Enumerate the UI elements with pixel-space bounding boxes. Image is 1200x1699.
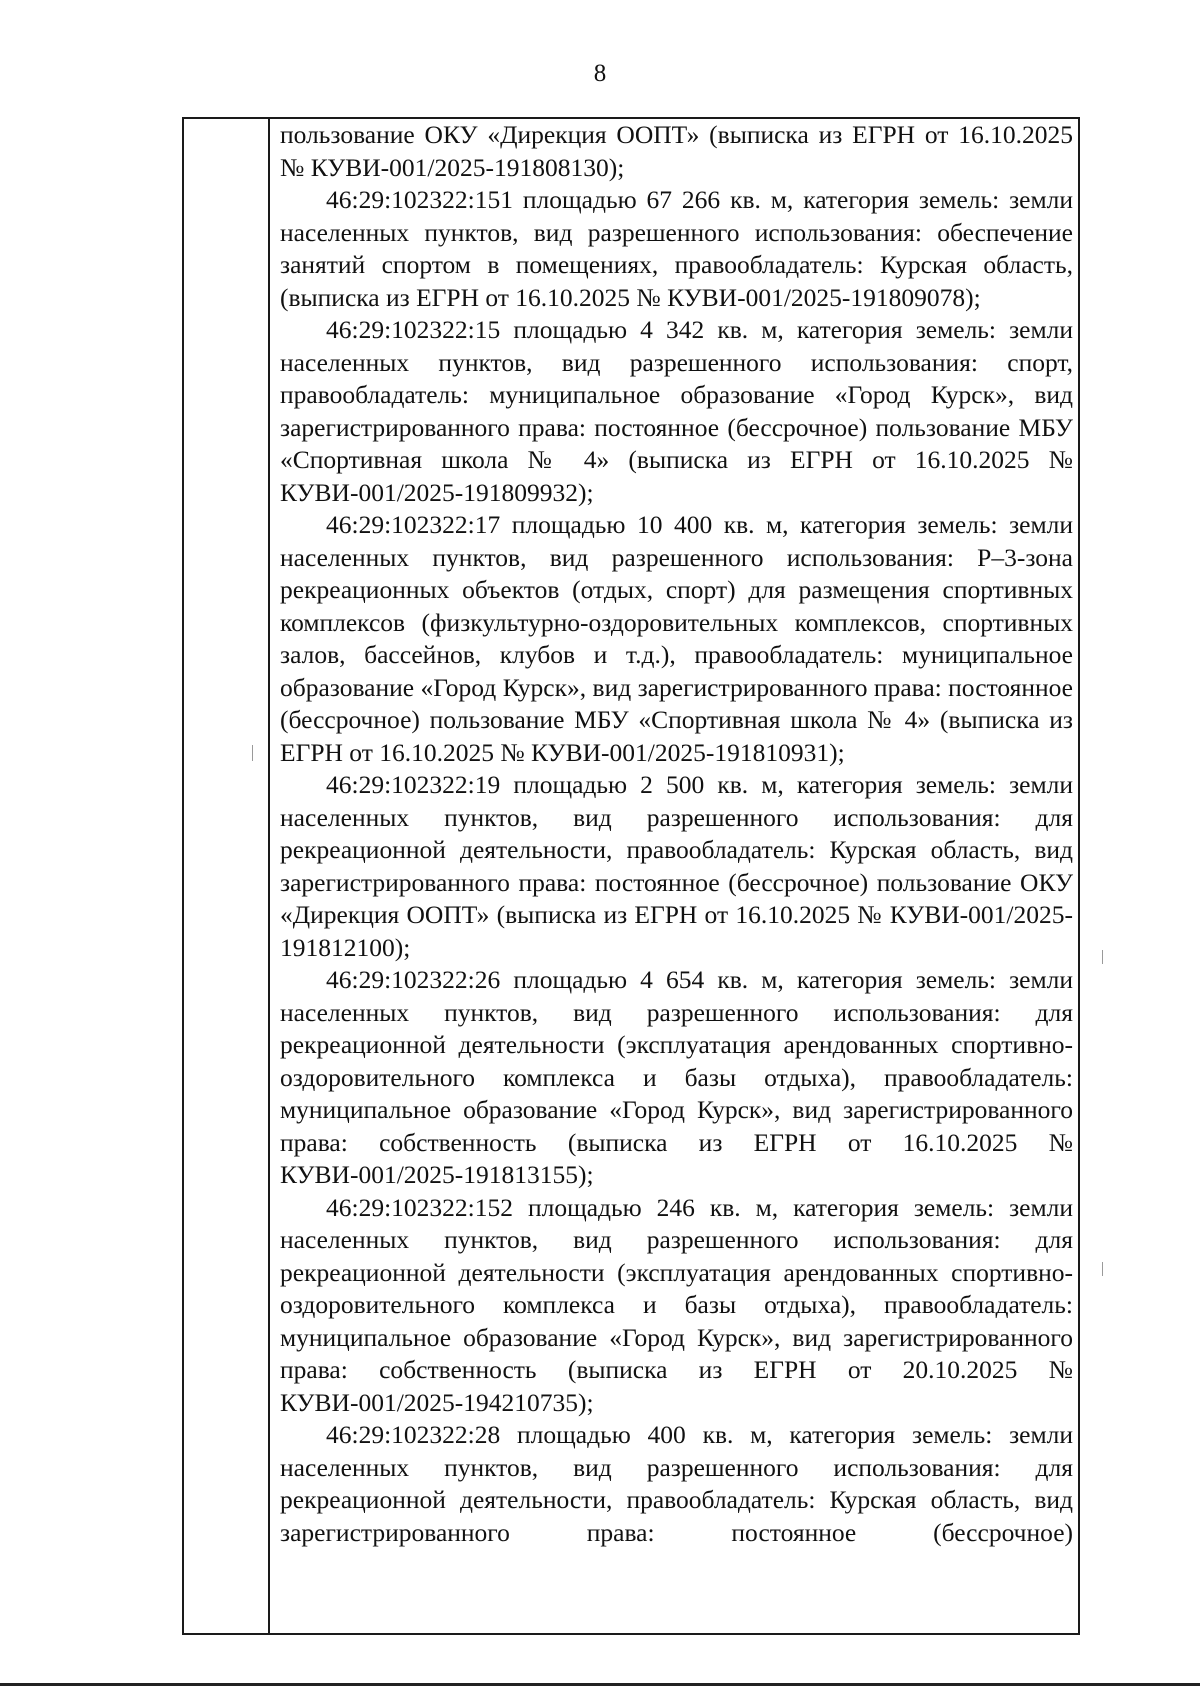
paragraph: 46:29:102322:151 площадью 67 266 кв. м, категория земель: земли населенных пунктов, вид разрешенного использования: обеспечение занятий спортом в помещениях, правообладатель: Курская область, (выписка из ЕГРН от 16.10.2025 № КУВИ-001/2025-191809078); xyxy=(280,185,1073,312)
table-left-column xyxy=(184,119,270,1633)
page-bottom-rule xyxy=(0,1683,1200,1686)
paragraph: 46:29:102322:26 площадью 4 654 кв. м, категория земель: земли населенных пунктов, вид разрешенного использования: для рекреационной деятельности (эксплуатация арендованных спортивно-оздоровительного комплекса и базы отдыха), правообладатель: муниципальное образование «Город Курск», вид зарегистрированного права: собственность (выписка из ЕГРН от 16.10.2025 № КУВИ-001/2025-191813155); xyxy=(280,965,1073,1189)
scan-artifact xyxy=(252,745,253,761)
scan-artifact xyxy=(1102,950,1103,964)
scan-artifact xyxy=(1102,1262,1103,1276)
paragraph: 46:29:102322:19 площадью 2 500 кв. м, категория земель: земли населенных пунктов, вид разрешенного использования: для рекреационной деятельности, правообладатель: Курская область, вид зарегистрированного права: постоянное (бессрочное) пользование ОКУ «Дирекция ООПТ» (выписка из ЕГРН от 16.10.2025 № КУВИ-001/2025-191812100); xyxy=(280,770,1073,962)
paragraph: 46:29:102322:28 площадью 400 кв. м, категория земель: земли населенных пунктов, вид разрешенного использования: для рекреационной деятельности, правообладатель: Курская область, вид зарегистрированного права: постоянное (бессрочное) xyxy=(280,1420,1073,1547)
page-number: 8 xyxy=(593,60,607,87)
paragraph: 46:29:102322:15 площадью 4 342 кв. м, категория земель: земли населенных пунктов, вид разрешенного использования: спорт, правообладатель: муниципальное образование «Город Курск», вид зарегистрированного права: постоянное (бессрочное) пользование МБУ «Спортивная школа № 4» (выписка из ЕГРН от 16.10.2025 № КУВИ-001/2025-191809932); xyxy=(280,315,1073,507)
paragraph: 46:29:102322:17 площадью 10 400 кв. м, категория земель: земли населенных пунктов, вид разрешенного использования: Р–3-зона рекреационных объектов (отдых, спорт) для размещения спортивных комплексов (физкультурно-оздоровительных комплексов, спортивных залов, бассейнов, клубов и т.д.), правообладатель: муниципальное образование «Город Курск», вид зарегистрированного права: постоянное (бессрочное) пользование МБУ «Спортивная школа № 4» (выписка из ЕГРН от 16.10.2025 № КУВИ-001/2025-191810931); xyxy=(280,510,1073,767)
document-table xyxy=(182,117,1080,1635)
table-text-column xyxy=(280,119,1073,1549)
paragraph: 46:29:102322:152 площадью 246 кв. м, категория земель: земли населенных пунктов, вид разрешенного использования: для рекреационной деятельности (эксплуатация арендованных спортивно-оздоровительного комплекса и базы отдыха), правообладатель: муниципальное образование «Город Курск», вид зарегистрированного права: собственность (выписка из ЕГРН от 20.10.2025 № КУВИ-001/2025-194210735); xyxy=(280,1192,1073,1417)
paragraph: пользование ОКУ «Дирекция ООПТ» (выписка из ЕГРН от 16.10.2025 № КУВИ-001/2025-191808130); xyxy=(280,120,1073,182)
